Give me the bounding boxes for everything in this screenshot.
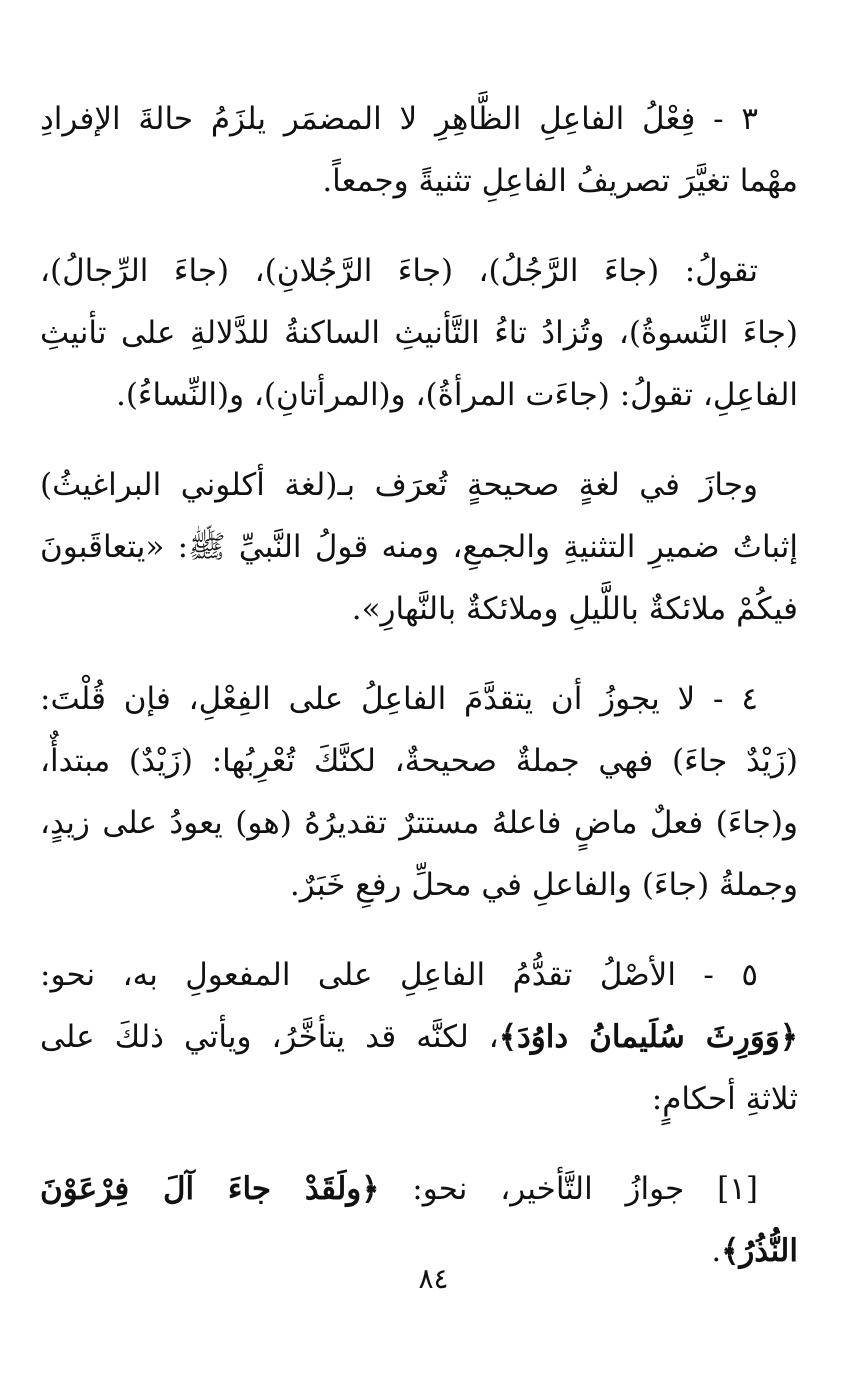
text-fragment: . bbox=[711, 1233, 722, 1269]
text-line: و(جاءَ) فعلٌ ماضٍ فاعلهُ مستترٌ تقديرُهُ (هو) يعودُ على زيدٍ، bbox=[40, 805, 798, 841]
text-line: (زَيْدٌ جاءَ) فهي جملةٌ صحيحةٌ، لكنَّكَ تُعْرِبُها: (زَيْدٌ) مبتدأٌ، bbox=[40, 743, 798, 779]
text-line: فيكُمْ ملائكةٌ باللَّيلِ وملائكةٌ بالنَّهارِ». bbox=[351, 591, 798, 627]
paragraph-rule-4 bbox=[40, 668, 798, 916]
paragraph-examples bbox=[40, 240, 798, 426]
paragraph-rule-3 bbox=[40, 88, 798, 212]
text-line bbox=[40, 1006, 798, 1068]
text-line: وجملةُ (جاءَ) والفاعلِ في محلِّ رفعِ خَبَرٌ. bbox=[289, 867, 798, 903]
text-line: الفاعِلِ، تقولُ: (جاءَت المرأةُ)، و(المرأتانِ)، و(النِّساءُ). bbox=[115, 377, 798, 413]
text-line: ثلاثةِ أحكامٍ: bbox=[651, 1081, 798, 1117]
paragraph-akaloni-dialect bbox=[40, 454, 798, 640]
quran-quote: ﴿ولَقَدْ جاءَ آلَ فِرْعَوْنَ bbox=[40, 1171, 380, 1207]
quran-quote: النُّذُرُ﴾ bbox=[721, 1233, 798, 1269]
text-line bbox=[40, 1158, 798, 1220]
text-line: إثباتُ ضميرِ التثنيةِ والجمعِ، ومنه قولُ النَّبيِّ ﷺ: «يتعاقَبونَ bbox=[40, 529, 798, 565]
page-body bbox=[40, 88, 798, 1310]
text-fragment: [١] جوازُ التَّأخير، نحو: bbox=[379, 1171, 758, 1207]
text-line: ٤ - لا يجوزُ أن يتقدَّمَ الفاعِلُ على الفِعْلِ، فإن قُلْتَ: bbox=[40, 681, 758, 717]
text-line: ٥ - الأصْلُ تقدُّمُ الفاعِلِ على المفعولِ به، نحو: bbox=[40, 957, 758, 993]
text-line: وجازَ في لغةٍ صحيحةٍ تُعرَف بـ(لغة أكلوني البراغيثُ) bbox=[40, 467, 758, 503]
text-line: ٣ - فِعْلُ الفاعِلِ الظَّاهِرِ لا المضمَر يلزَمُ حالةَ الإفرادِ bbox=[40, 101, 758, 137]
text-line: تقولُ: (جاءَ الرَّجُلُ)، (جاءَ الرَّجُلانِ)، (جاءَ الرِّجالُ)، bbox=[40, 253, 758, 289]
quran-quote: ﴿وَوَرِثَ سُلَيمانُ داوُدَ﴾ bbox=[498, 1019, 798, 1055]
page-number: ٨٤ bbox=[418, 1262, 449, 1295]
text-line: (جاءَ النِّسوةُ)، وتُزادُ تاءُ التَّأنيثِ الساكنةُ للدَّلالةِ على تأنيثِ bbox=[40, 315, 798, 351]
paragraph-rule-5 bbox=[40, 944, 798, 1130]
text-line: مهْما تغيَّرَ تصريفُ الفاعِلِ تثنيةً وجمعاً. bbox=[322, 163, 798, 199]
text-fragment: ، لكنَّه قد يتأخَّرُ، ويأتي ذلكَ على bbox=[40, 1019, 499, 1055]
